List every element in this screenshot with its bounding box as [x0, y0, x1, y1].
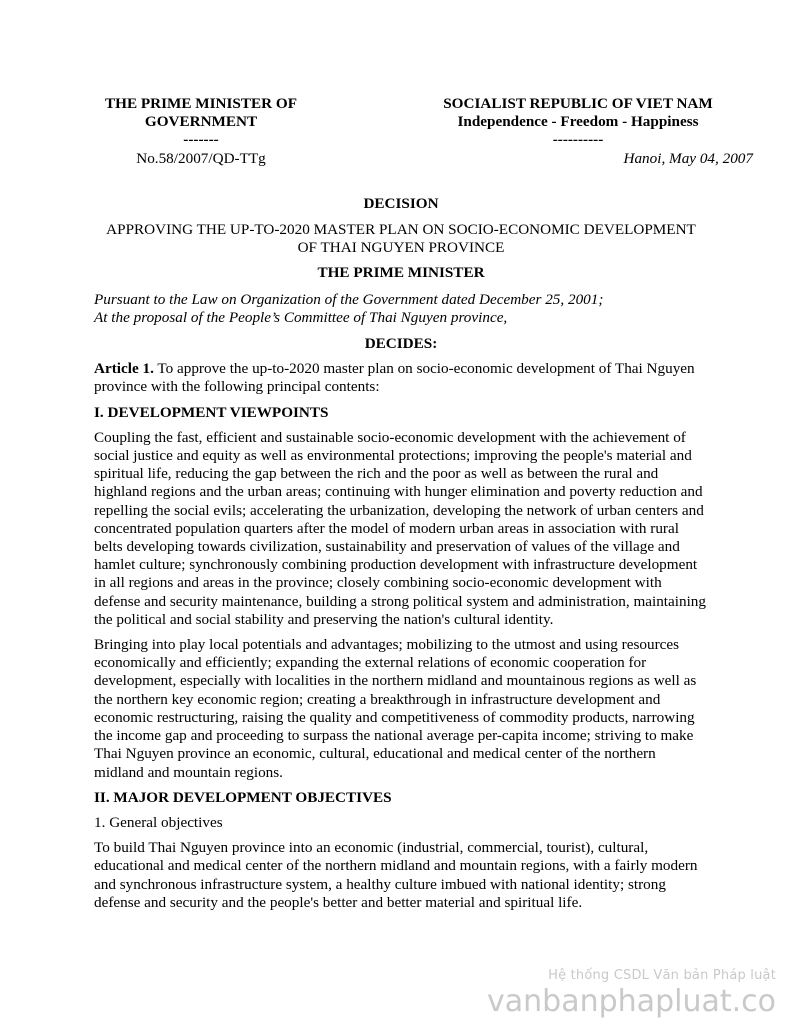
motto-divider: ----------	[552, 131, 604, 149]
article-1-label: Article 1.	[94, 360, 154, 378]
section-2-subheading: 1. General objectives	[94, 813, 223, 831]
pursuant-line-2: At the proposal of the People’s Committee of Thai Nguyen province,	[94, 308, 508, 326]
document-header	[94, 95, 713, 150]
country-name: SOCIALIST REPUBLIC OF VIET NAM	[443, 95, 713, 112]
decision-title: DECISION	[363, 194, 439, 212]
section-2-heading: II. MAJOR DEVELOPMENT OBJECTIVES	[94, 788, 392, 806]
authority-heading: THE PRIME MINISTER	[317, 264, 485, 282]
number-date-row	[94, 149, 753, 168]
decides-heading: DECIDES:	[364, 335, 438, 353]
article-1-text: To approve the up-to-2020 master plan on socio-economic development of Thai Nguyen province with the following principal contents:	[94, 360, 695, 396]
subject-line-2: OF THAI NGUYEN PROVINCE	[297, 239, 505, 257]
decision-subject	[94, 221, 708, 257]
watermark-line-1: Hệ thống CSDL Văn bản Pháp luật	[548, 968, 776, 983]
document-number: No.58/2007/QD-TTg	[136, 149, 266, 167]
section-2-paragraph-1: To build Thai Nguyen province into an economic (industrial, commercial, tourist), cultural, educational and medical center of the northern midland and mountain regions, with a fairly modern and synchronous infrastructure system, a healthy culture imbued with national identity; strong defense and security and the people's better and better material and spiritual life.	[94, 839, 698, 911]
pursuant-line-1: Pursuant to the Law on Organization of the Government dated December 25, 2001;	[94, 290, 604, 308]
issue-date: Hanoi, May 04, 2007	[623, 149, 753, 167]
article-1	[94, 360, 708, 396]
watermark-line-2: vanbanphapluat.co	[487, 984, 776, 1019]
section-1-heading: I. DEVELOPMENT VIEWPOINTS	[94, 403, 329, 421]
watermark	[487, 968, 776, 1019]
section-1-paragraph-2: Bringing into play local potentials and advantages; mobilizing to the utmost and using resources economically and efficiently; expanding the external relations of economic cooperation for development, especially with localities in the northern midland and mountainous regions as well as the northern key economic region; creating a breakthrough in infrastructure development and economic restructuring, raising the quality and competitiveness of commodity products, narrowing the income gap and proceeding to surpass the national average per-capita income; striving to make Thai Nguyen province an economic, cultural, educational and medical center of the northern midland and mountain regions.	[94, 636, 697, 781]
issuing-authority	[91, 95, 311, 150]
section-1-paragraph-1: Coupling the fast, efficient and sustainable socio-economic development with the achievement of social justice and equity as well as environmental protections; improving the people's material and spiritual life, reducing the gap between the rich and the poor as well as between the rural and highland regions and the urban areas; continuing with hunger elimination and poverty reduction and repelling the social evils; accelerating the urbanization, developing the network of urban centers and concentrated population quarters after the model of modern urban areas in association with rural belts developing towards civilization, sustainability and preservation of values of the village and hamlet culture; synchronously combining production development with infrastructure development in all regions and areas in the province; closely combining socio-economic development with defense and security maintenance, building a strong political system and administration, maintaining the political and social stability and preserving the nation's cultural identity.	[94, 428, 706, 628]
pursuant-clauses	[94, 291, 708, 327]
national-motto	[408, 95, 748, 150]
subject-line-1: APPROVING THE UP-TO-2020 MASTER PLAN ON SOCIO-ECONOMIC DEVELOPMENT	[106, 221, 696, 239]
issuer-line-1: THE PRIME MINISTER OF	[105, 95, 297, 112]
document-body	[94, 95, 753, 912]
issuer-line-2: GOVERNMENT	[144, 113, 258, 131]
issuer-divider: -------	[183, 131, 219, 149]
motto-line: Independence - Freedom - Happiness	[457, 113, 699, 131]
